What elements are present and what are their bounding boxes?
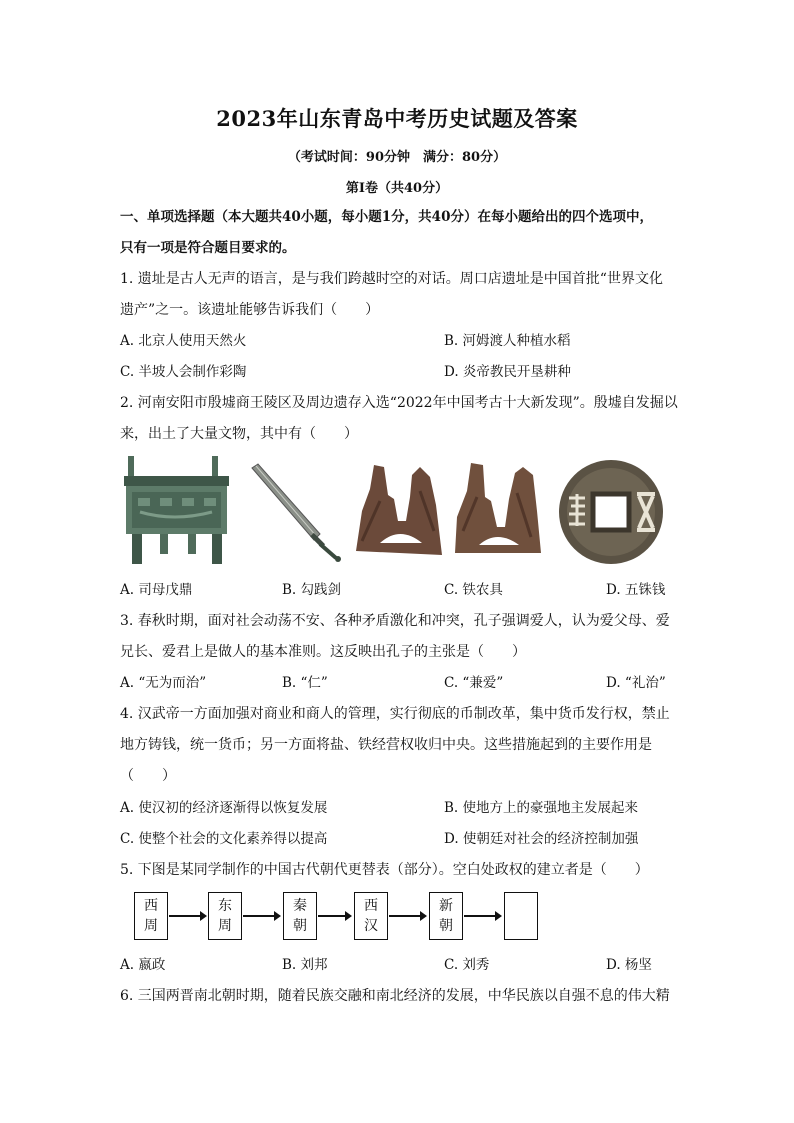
ding-vessel-image <box>120 456 235 568</box>
iron-tool-image-2 <box>449 461 544 563</box>
q2-option-d: D. 五铢钱 <box>606 582 666 598</box>
q4-option-c: C. 使整个社会的文化素养得以提高 <box>120 831 328 847</box>
q4-stem-cont: 地方铸钱，统一货币；另一方面将盐、铁经营权收归中央。这些措施起到的主要作用是 <box>120 737 652 753</box>
bronze-sword-image <box>248 462 343 562</box>
dynasty-box: 东 周 <box>208 892 242 940</box>
q2-stem-cont: 来，出土了大量文物，其中有（ ） <box>120 426 358 442</box>
blank-dynasty-box <box>504 892 538 940</box>
arrow-icon <box>464 915 500 917</box>
page-title: 2023年山东青岛中考历史试题及答案 <box>216 106 578 131</box>
volume-heading: 第Ⅰ卷（共40分） <box>345 181 449 196</box>
arrow-icon <box>169 915 205 917</box>
q5-stem: 5. 下图是某同学制作的中国古代朝代更替表（部分）。空白处政权的建立者是（ ） <box>120 862 649 878</box>
dynasty-box: 西 周 <box>134 892 168 940</box>
q1-stem-cont: 遗产”之一。该遗址能够告诉我们（ ） <box>120 302 380 318</box>
q1-option-c: C. 半坡人会制作彩陶 <box>120 364 247 380</box>
arrow-icon <box>389 915 425 917</box>
iron-tool-image <box>350 461 445 563</box>
q4-stem: 4. 汉武帝一方面加强对商业和商人的管理，实行彻底的币制改革，集中货币发行权，禁止 <box>120 706 670 722</box>
wuzhu-coin-image <box>555 458 667 566</box>
q2-stem: 2. 河南安阳市殷墟商王陵区及周边遗存入选“2022年中国考古十大新发现”。殷墟自发掘以 <box>120 395 678 411</box>
section-instruction-cont: 只有一项是符合题目要求的。 <box>120 240 296 256</box>
q5-option-d: D. 杨坚 <box>606 957 652 973</box>
q4-option-a: A. 使汉初的经济逐渐得以恢复发展 <box>120 800 328 816</box>
arrow-icon <box>243 915 279 917</box>
dynasty-box: 新 朝 <box>429 892 463 940</box>
exam-info: （考试时间：90分钟 满分：80分） <box>287 150 507 165</box>
q5-option-c: C. 刘秀 <box>444 957 490 973</box>
q5-option-a: A. 嬴政 <box>120 957 166 973</box>
dynasty-box: 秦 朝 <box>283 892 317 940</box>
q4-option-b: B. 使地方上的豪强地主发展起来 <box>444 800 639 816</box>
section-instruction: 一、单项选择题（本大题共40小题，每小题1分，共40分）在每小题给出的四个选项中， <box>120 209 653 225</box>
q3-option-c: C. “兼爱” <box>444 675 504 691</box>
q6-stem: 6. 三国两晋南北朝时期，随着民族交融和南北经济的发展，中华民族以自强不息的伟大精 <box>120 988 670 1004</box>
q2-option-a: A. 司母戊鼎 <box>120 582 193 598</box>
arrow-icon <box>318 915 350 917</box>
q2-option-c: C. 铁农具 <box>444 582 503 598</box>
q1-option-a: A. 北京人使用天然火 <box>120 333 247 349</box>
q3-stem: 3. 春秋时期，面对社会动荡不安、各种矛盾激化和冲突，孔子强调爱人，认为爱父母、爱 <box>120 613 670 629</box>
q3-option-b: B. “仁” <box>282 675 328 691</box>
q4-option-d: D. 使朝廷对社会的经济控制加强 <box>444 831 639 847</box>
dynasty-box: 西 汉 <box>354 892 388 940</box>
q3-option-a: A. “无为而治” <box>120 675 207 691</box>
q5-option-b: B. 刘邦 <box>282 957 328 973</box>
q3-option-d: D. “礼治” <box>606 675 666 691</box>
q1-option-b: B. 河姆渡人种植水稻 <box>444 333 571 349</box>
q4-stem-cont-2: （ ） <box>120 768 176 784</box>
q1-stem: 1. 遗址是古人无声的语言，是与我们跨越时空的对话。周口店遗址是中国首批“世界文化 <box>120 271 663 287</box>
q2-option-b: B. 勾践剑 <box>282 582 342 598</box>
q3-stem-cont: 兄长、爱君上是做人的基本准则。这反映出孔子的主张是（ ） <box>120 644 526 660</box>
q1-option-d: D. 炎帝教民开垦耕种 <box>444 364 571 380</box>
